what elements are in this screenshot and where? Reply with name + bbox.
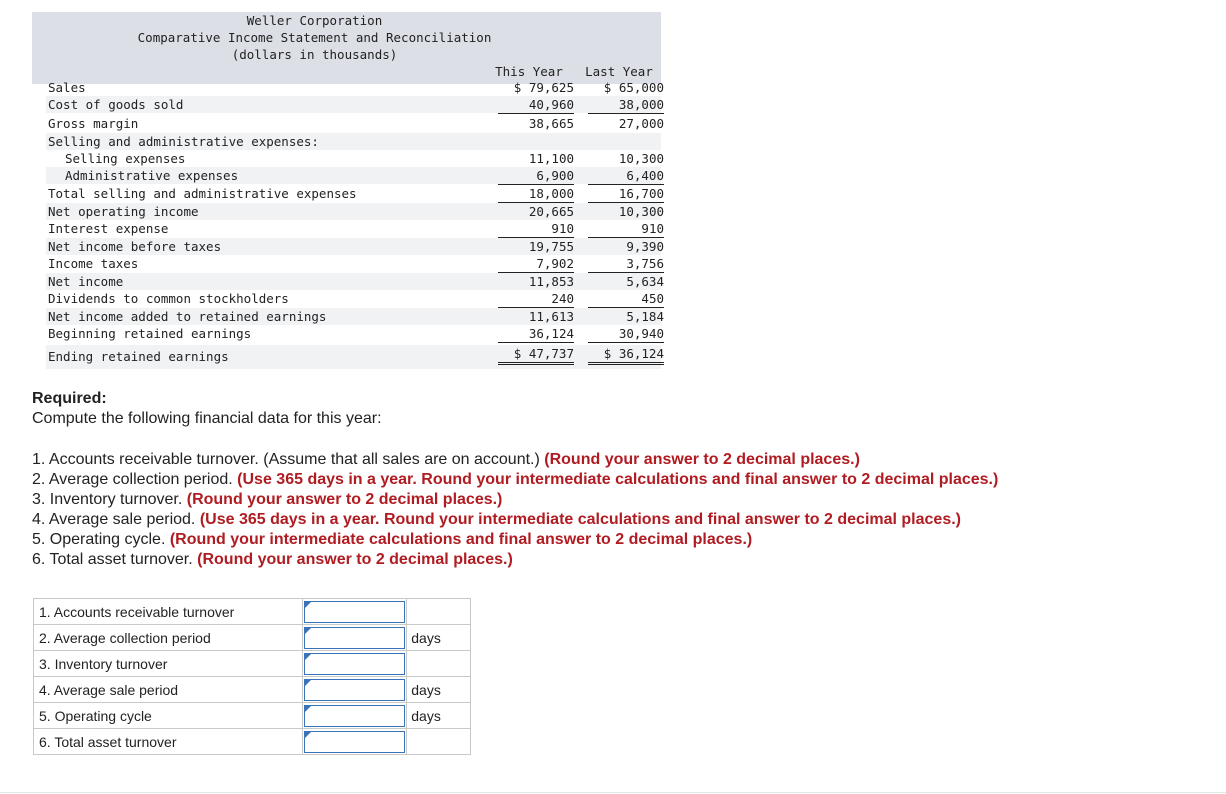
statement-row-net-income (46, 273, 664, 290)
requirement-note: (Round your answer to 2 decimal places.) (544, 451, 860, 468)
row-label: Selling expenses (65, 151, 186, 166)
statement-row-sga-heading (46, 133, 661, 150)
row-label: Net income added to retained earnings (48, 309, 327, 324)
value-last-year: 38,000 (588, 96, 664, 114)
statement-row-beginning-retained (46, 325, 664, 342)
statement-row-interest-expense (46, 220, 664, 237)
requirement-item-2 (32, 470, 998, 490)
answer-input-box (304, 601, 405, 623)
statement-header (32, 12, 661, 84)
statement-row-selling-expenses (46, 150, 664, 167)
value-last-year: 910 (588, 220, 664, 238)
answer-input-asset-turnover[interactable] (305, 732, 404, 752)
answer-table (33, 598, 471, 755)
statement-title: Comparative Income Statement and Reconciliation (137, 30, 492, 45)
statement-row-dividends (46, 290, 664, 307)
value-this-year: 38,665 (528, 116, 574, 131)
requirement-item-6 (32, 550, 513, 570)
requirement-text: 5. Operating cycle. (32, 531, 170, 548)
required-intro: Compute the following financial data for this year: (32, 410, 382, 427)
row-label: Administrative expenses (65, 168, 239, 183)
answer-label: 4. Average sale period (34, 677, 303, 703)
value-last-year: $ 36,124 (588, 345, 664, 365)
requirement-item-1 (32, 450, 860, 470)
value-this-year: 240 (498, 290, 574, 308)
value-last-year: 6,400 (588, 167, 664, 185)
row-label: Interest expense (48, 221, 169, 236)
answer-label: 1. Accounts receivable turnover (34, 599, 303, 625)
income-statement (32, 12, 664, 372)
answer-row (34, 729, 471, 755)
requirement-text: 2. Average collection period. (32, 471, 238, 488)
row-label: Income taxes (48, 256, 139, 271)
row-label: Gross margin (48, 116, 139, 131)
requirement-note: (Round your intermediate calculations and final answer to 2 decimal places.) (169, 531, 753, 548)
value-last-year: 5,634 (626, 274, 664, 289)
requirement-note: (Round your answer to 2 decimal places.) (186, 491, 503, 508)
statement-row-gross-margin (46, 115, 664, 132)
requirement-text: 4. Average sale period. (32, 511, 200, 528)
requirement-text: 3. Inventory turnover. (32, 491, 187, 508)
answer-unit: days (407, 625, 471, 651)
requirement-note: (Round your answer to 2 decimal places.) (197, 551, 513, 568)
answer-label: 3. Inventory turnover (34, 651, 303, 677)
value-last-year: 27,000 (618, 116, 664, 131)
statement-row-net-operating-income (46, 203, 664, 220)
answer-label: 5. Operating cycle (34, 703, 303, 729)
answer-row (34, 651, 471, 677)
row-label: Sales (48, 80, 86, 95)
value-this-year: 7,902 (498, 255, 574, 273)
value-this-year: 910 (498, 220, 574, 238)
requirement-note: (Use 365 days in a year. Round your intermediate calculations and final answer to 2 decimal places.) (199, 511, 961, 528)
value-this-year: $ 79,625 (513, 80, 574, 95)
statement-units: (dollars in thousands) (231, 47, 398, 62)
requirement-note: (Use 365 days in a year. Round your intermediate calculations and final answer to 2 decimal places.) (237, 471, 999, 488)
divider (0, 792, 1226, 793)
answer-input-operating-cycle[interactable] (305, 706, 404, 726)
requirement-item-4 (32, 510, 961, 530)
column-header-last-year: Last Year (585, 64, 653, 79)
value-last-year: 10,300 (618, 204, 664, 219)
value-last-year: 10,300 (618, 151, 664, 166)
statement-row-admin-expenses (46, 167, 664, 184)
value-this-year: $ 47,737 (498, 345, 574, 365)
answer-input-collection-period[interactable] (305, 628, 404, 648)
statement-row-income-before-taxes (46, 238, 664, 255)
requirement-item-5 (32, 530, 752, 550)
value-this-year: 11,613 (528, 309, 574, 324)
answer-unit: days (407, 677, 471, 703)
row-label: Beginning retained earnings (48, 326, 252, 341)
company-name: Weller Corporation (246, 13, 383, 28)
row-label: Selling and administrative expenses: (48, 134, 319, 149)
answer-input-ar-turnover[interactable] (305, 602, 404, 622)
answer-row (34, 599, 471, 625)
answer-label: 2. Average collection period (34, 625, 303, 651)
row-label: Dividends to common stockholders (48, 291, 289, 306)
statement-row-ending-retained (46, 345, 664, 369)
statement-row-sales (46, 79, 664, 96)
value-this-year: 19,755 (528, 239, 574, 254)
value-last-year: 9,390 (626, 239, 664, 254)
answer-unit (407, 651, 471, 677)
row-label: Cost of goods sold (48, 97, 184, 112)
value-this-year: 6,900 (498, 167, 574, 185)
answer-input-box (304, 679, 405, 701)
row-label: Net operating income (48, 204, 199, 219)
value-this-year: 11,100 (528, 151, 574, 166)
statement-row-total-sga (46, 185, 664, 202)
row-label: Net income (48, 274, 124, 289)
statement-row-added-to-retained (46, 308, 664, 325)
requirement-text: 6. Total asset turnover. (32, 551, 198, 568)
answer-input-inventory-turnover[interactable] (305, 654, 404, 674)
column-header-this-year: This Year (495, 64, 563, 79)
requirement-text: 1. Accounts receivable turnover. (Assume that all sales are on account.) (32, 451, 545, 468)
value-this-year: 20,665 (528, 204, 574, 219)
required-heading (32, 389, 107, 409)
answer-unit (407, 599, 471, 625)
answer-input-box (304, 731, 405, 753)
statement-row-cogs (46, 96, 664, 113)
value-last-year: 30,940 (588, 325, 664, 343)
value-this-year: 18,000 (498, 185, 574, 203)
requirement-item-3 (32, 490, 502, 510)
value-this-year: 11,853 (528, 274, 574, 289)
required-heading-text: Required: (32, 390, 107, 407)
answer-unit (407, 729, 471, 755)
answer-label: 6. Total asset turnover (34, 729, 303, 755)
answer-row (34, 625, 471, 651)
answer-input-box (304, 653, 405, 675)
value-last-year: $ 65,000 (603, 80, 664, 95)
row-label: Ending retained earnings (48, 349, 229, 364)
value-this-year: 36,124 (498, 325, 574, 343)
row-label: Total selling and administrative expenses (48, 186, 357, 201)
answer-row (34, 677, 471, 703)
answer-input-sale-period[interactable] (305, 680, 404, 700)
answer-input-box (304, 627, 405, 649)
answer-unit: days (407, 703, 471, 729)
value-last-year: 450 (588, 290, 664, 308)
value-this-year: 40,960 (498, 96, 574, 114)
answer-input-box (304, 705, 405, 727)
answer-row (34, 703, 471, 729)
statement-row-income-taxes (46, 255, 664, 272)
value-last-year: 3,756 (588, 255, 664, 273)
value-last-year: 5,184 (626, 309, 664, 324)
value-last-year: 16,700 (588, 185, 664, 203)
row-label: Net income before taxes (48, 239, 222, 254)
